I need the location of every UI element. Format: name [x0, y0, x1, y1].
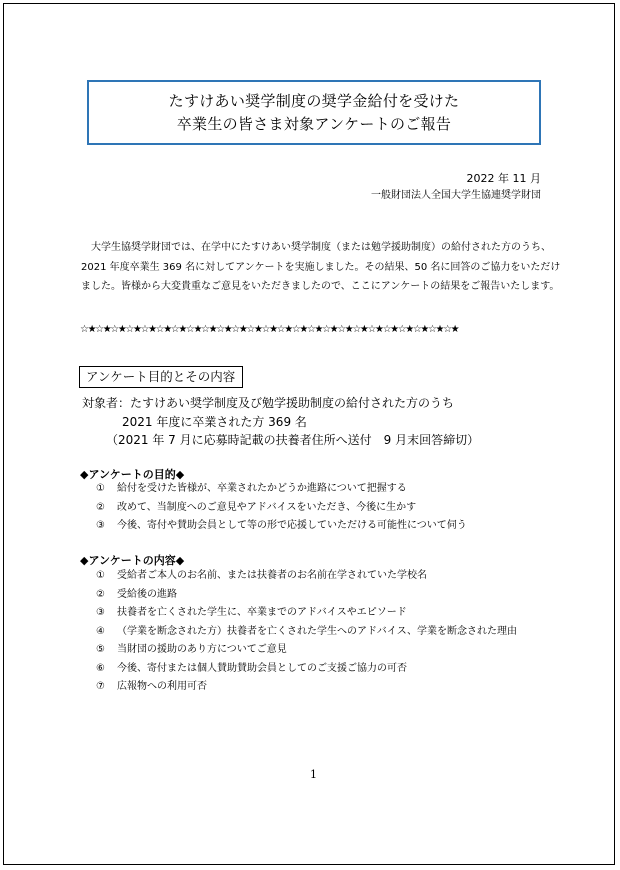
intro-line: ました。皆様から大変貴重なご意見をいただきましたので、ここにアンケートの結果をご報告いたします。: [81, 281, 560, 292]
target-line: 対象者：たすけあい奨学制度及び勉学援助制度の給付された方のうち: [82, 396, 455, 410]
list-item: ② 受給後の進路: [96, 588, 177, 600]
document-page: [3, 3, 615, 865]
list-item: ③ 今後、寄付や賛助会員として等の形で応援していただける可能性について伺う: [96, 520, 467, 531]
content-list: [96, 567, 517, 697]
target-line: 2021 年度に卒業された方 369 名: [122, 414, 307, 429]
list-item: ③ 扶養者を亡くされた学生に、卒業までのアドバイスやエピソード: [96, 607, 407, 618]
list-item: ⑥ 今後、寄付または個人賛助賛助会員としてのご支援ご協力の可否: [96, 662, 407, 674]
intro-line: 大学生協奨学財団では、在学中にたすけあい奨学制度（または勉学援助制度）の給付された方のうち、: [91, 242, 551, 253]
target-line: （2021 年 7 月に応募時記載の扶養者住所へ送付 9 月末回答締切）: [106, 433, 480, 447]
report-date: 2022 年 11 月: [466, 172, 541, 185]
list-item: ① 受給者ご本人のお名前、または扶養者のお名前在学されていた学校名: [96, 570, 427, 581]
title-line-2: 卒業生の皆さま対象アンケートのご報告: [176, 114, 452, 133]
section-title: アンケート目的とその内容: [79, 366, 243, 388]
intro-line: 2021 年度卒業生 369 名に対してアンケートを実施しました。その結果、50 名に回答のご協力をいただけ: [81, 261, 561, 273]
organization-name: 一般財団法人全国大学生協連奨学財団: [371, 190, 541, 201]
title-line-1: たすけあい奨学制度の奨学金給付を受けた: [168, 91, 460, 110]
content-heading: ◆アンケートの内容◆: [80, 554, 185, 567]
page-number: 1: [310, 768, 317, 781]
list-item: ① 給付を受けた皆様が、卒業されたかどうか進路について把握する: [96, 483, 407, 494]
list-item: ⑤ 当財団の援助のあり方についてご意見: [96, 644, 287, 655]
list-item: ④ （学業を断念された方）扶養者を亡くされた学生へのアドバイス、学業を断念された理由: [96, 625, 517, 637]
list-item: ② 改めて、当制度へのご意見やアドバイスをいただき、今後に生かす: [96, 501, 417, 513]
purpose-list: [96, 480, 467, 536]
star-divider: ☆★☆★☆★☆★☆★☆★☆★☆★☆★☆★☆★☆★☆★☆★☆★☆★☆★☆★☆★☆★☆★☆★☆★☆★☆★: [80, 324, 459, 335]
intro-paragraph: [81, 238, 561, 297]
title-box: [87, 80, 541, 145]
target-block: [82, 394, 479, 450]
purpose-heading: ◆アンケートの目的◆: [80, 468, 185, 481]
list-item: ⑦ 広報物への利用可否: [96, 681, 207, 692]
